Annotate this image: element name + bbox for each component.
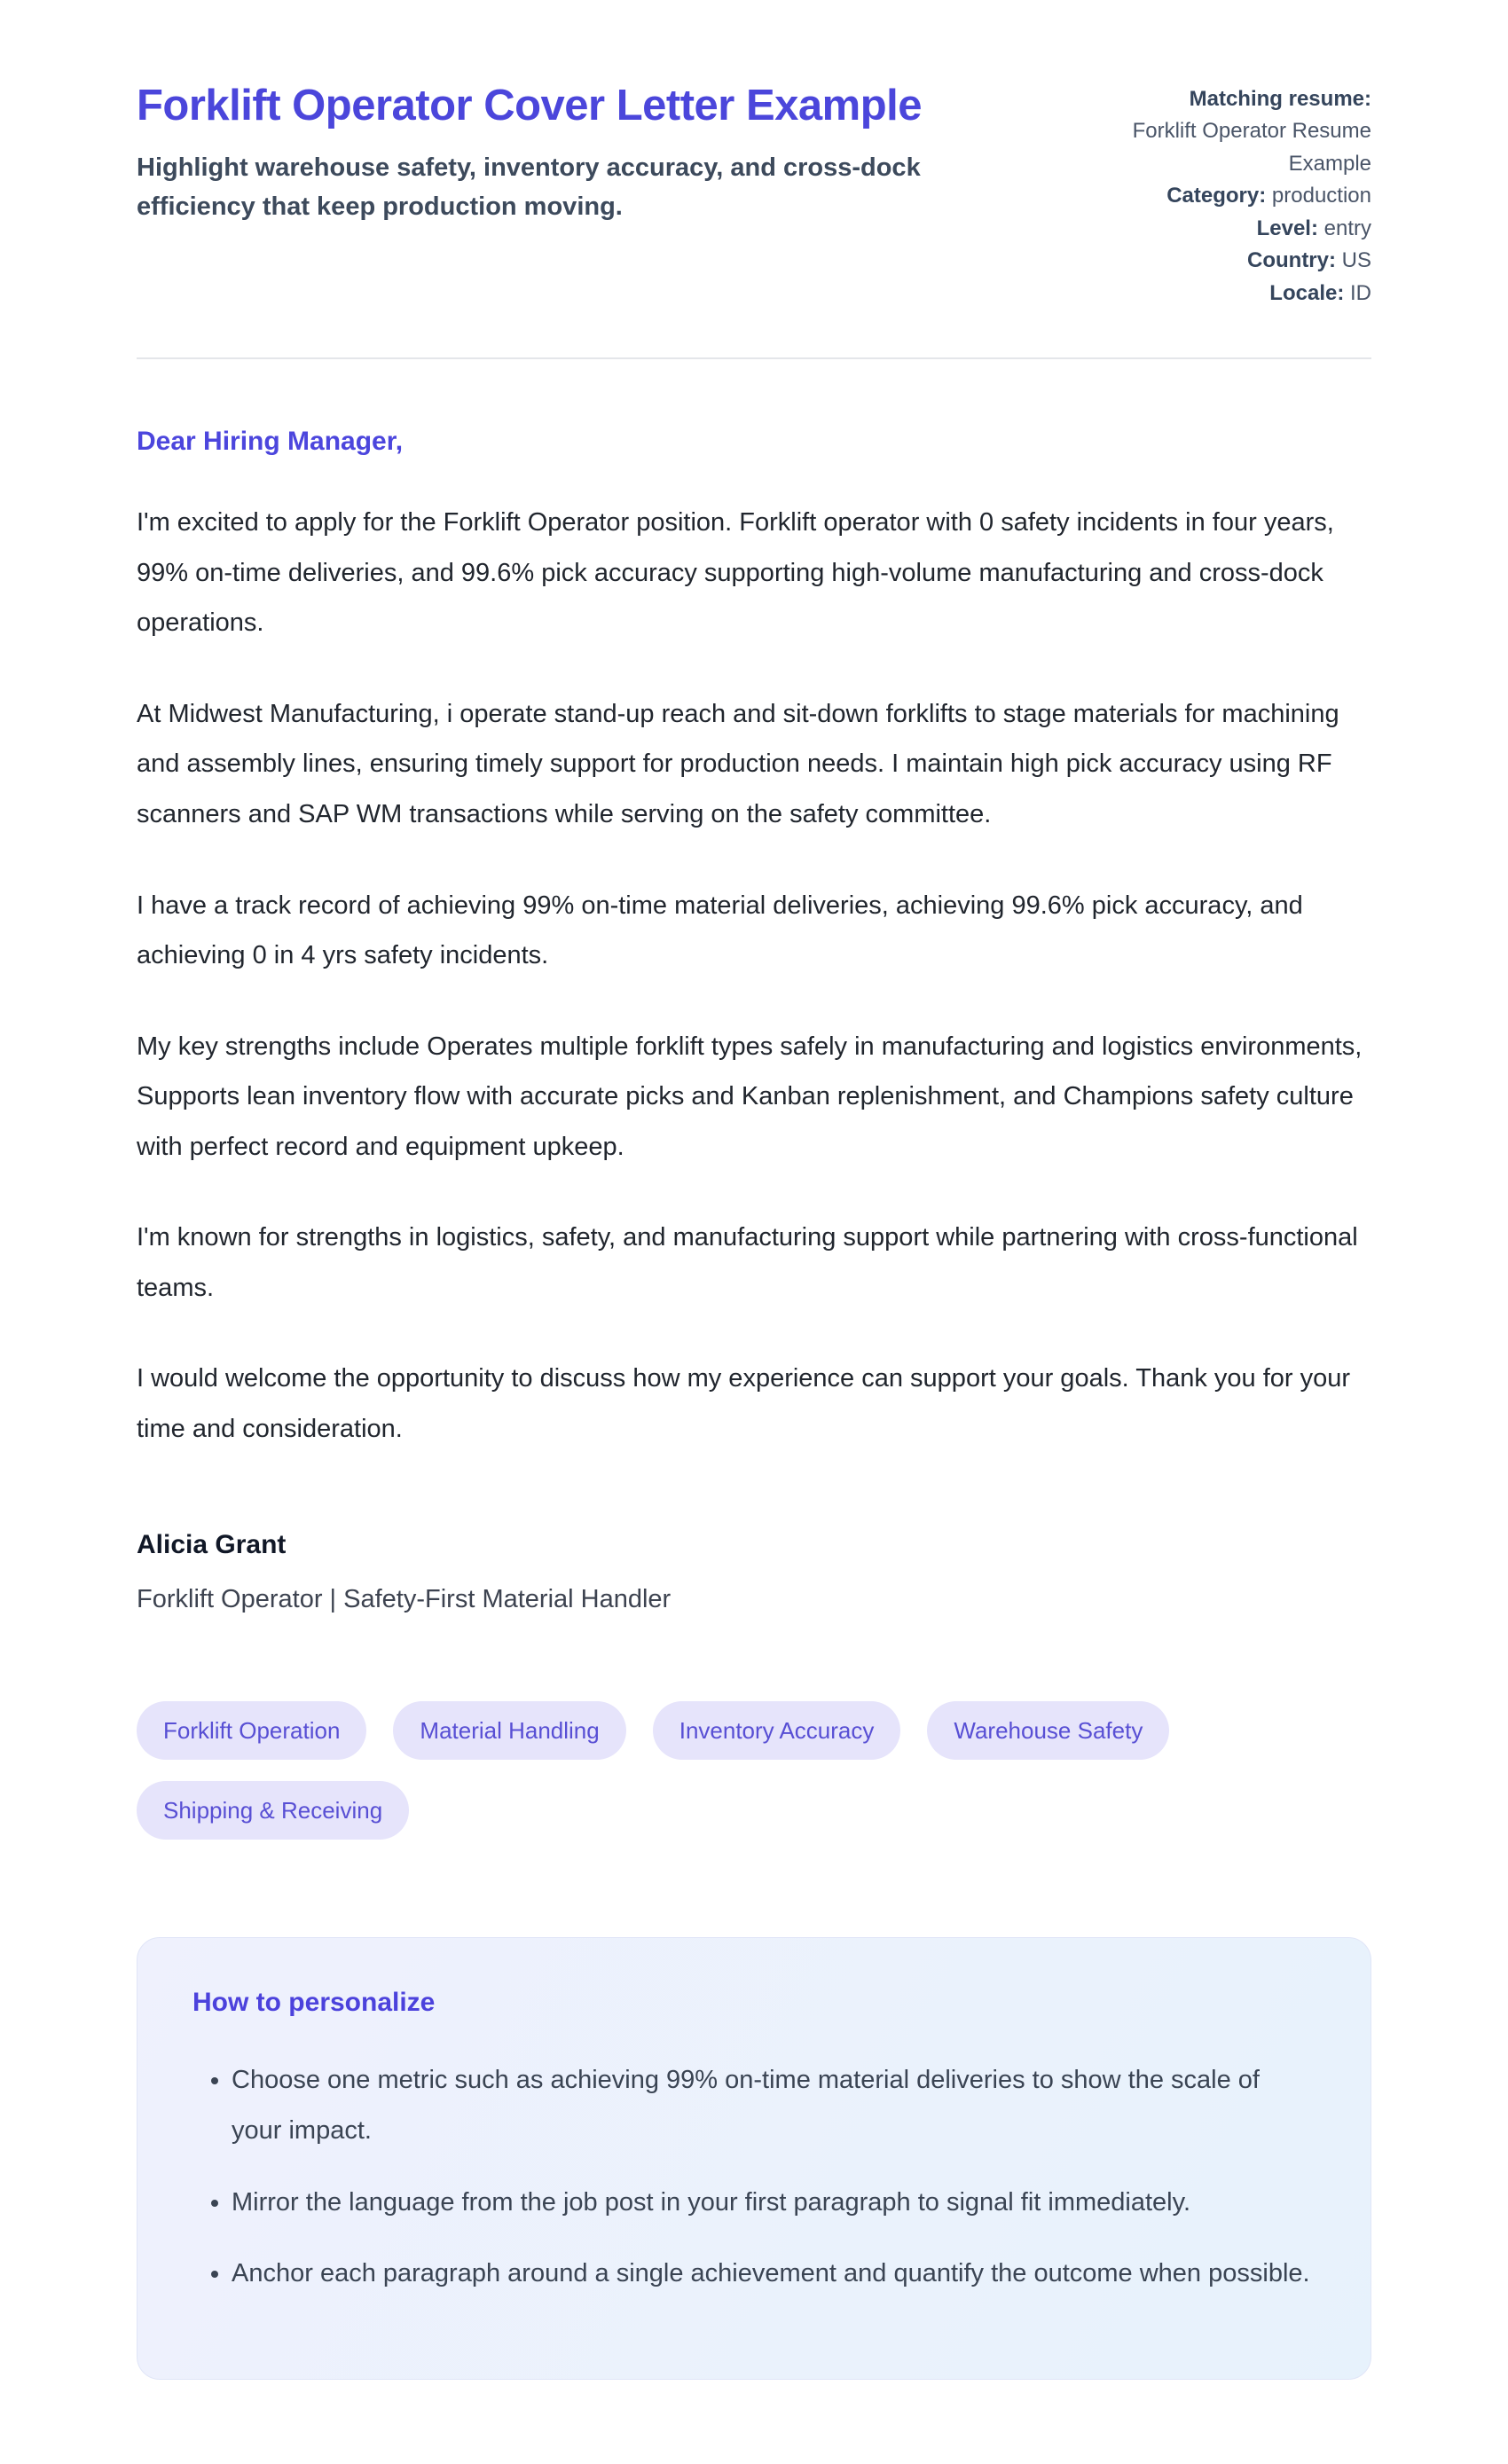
locale-line bbox=[1095, 278, 1371, 310]
personalize-bullet: • Choose one metric such as achieving 99% on-time material deliveries to show the scale of your impact. bbox=[232, 2055, 1316, 2155]
letter-paragraph: I'm known for strengths in logistics, safety, and manufacturing support while partnering with cross-functional teams. bbox=[137, 1223, 1358, 1302]
category-line bbox=[1095, 180, 1371, 212]
locale-value: ID bbox=[1350, 280, 1371, 305]
cover-letter-body bbox=[137, 427, 1371, 1614]
letter-paragraph: My key strengths include Operates multiple forklift types safely in manufacturing and logistics environments, Supports lean inventory flow with accurate picks and Kanban replenishment, and Champions safety culture with perfect record and equipment upkeep. bbox=[137, 1032, 1363, 1161]
tag-material-handling[interactable]: Material Handling bbox=[393, 1701, 625, 1760]
tag-inventory-accuracy[interactable]: Inventory Accuracy bbox=[653, 1701, 901, 1760]
locale-label: Locale: bbox=[1269, 280, 1345, 305]
page-title: Forklift Operator Cover Letter Example bbox=[137, 82, 923, 129]
page-header bbox=[137, 76, 1371, 310]
matching-resume-value: Forklift Operator Resume Example bbox=[1132, 119, 1371, 176]
header-divider bbox=[137, 357, 1371, 359]
level-label: Level: bbox=[1256, 216, 1318, 240]
letter-paragraph: I would welcome the opportunity to discuss how my experience can support your goals. Thank you for your time and consideration. bbox=[137, 1364, 1351, 1443]
letter-paragraph: At Midwest Manufacturing, i operate stand-up reach and sit-down forklifts to stage materials for machining and assembly lines, ensuring timely support for production needs. I maintain high pick accuracy using RF scanners and SAP WM transactions while serving on the safety committee. bbox=[137, 699, 1339, 829]
personalize-heading: How to personalize bbox=[192, 1988, 436, 2018]
personalize-bullet: • Mirror the language from the job post in your first paragraph to signal fit immediately. bbox=[232, 2178, 1316, 2228]
tag-shipping-receiving[interactable]: Shipping & Receiving bbox=[137, 1781, 409, 1840]
level-line bbox=[1095, 213, 1371, 245]
level-value: entry bbox=[1323, 216, 1371, 240]
page-subtitle: Highlight warehouse safety, inventory accuracy, and cross-dock efficiency that keep production moving. bbox=[137, 153, 921, 221]
country-value: US bbox=[1341, 248, 1371, 273]
resume-meta-block bbox=[1095, 76, 1371, 310]
category-label: Category: bbox=[1166, 184, 1267, 208]
page-container bbox=[137, 0, 1371, 2380]
personalize-tips-box bbox=[137, 1937, 1371, 2379]
category-value: production bbox=[1271, 184, 1371, 208]
skill-tags bbox=[137, 1701, 1371, 1840]
signature-role: Forklift Operator | Safety-First Material Handler bbox=[137, 1585, 672, 1614]
country-label: Country: bbox=[1247, 248, 1336, 273]
letter-greeting: Dear Hiring Manager, bbox=[137, 427, 404, 457]
matching-resume-line bbox=[1095, 83, 1371, 180]
personalize-bullet: • Anchor each paragraph around a single achievement and quantify the outcome when possible. bbox=[232, 2248, 1316, 2299]
country-line bbox=[1095, 245, 1371, 277]
header-title-block bbox=[137, 76, 979, 226]
tag-forklift-operation[interactable]: Forklift Operation bbox=[137, 1701, 366, 1760]
tag-warehouse-safety[interactable]: Warehouse Safety bbox=[927, 1701, 1169, 1760]
signature-name: Alicia Grant bbox=[137, 1530, 287, 1560]
letter-paragraph: I'm excited to apply for the Forklift Operator position. Forklift operator with 0 safety incidents in four years, 99% on-time deliveries, and 99.6% pick accuracy supporting high-volume manufacturing and cross-dock operations. bbox=[137, 508, 1334, 638]
personalize-list bbox=[192, 2055, 1316, 2298]
matching-resume-label: Matching resume: bbox=[1189, 87, 1371, 111]
letter-paragraph: I have a track record of achieving 99% on-time material deliveries, achieving 99.6% pick accuracy, and achieving 0 in 4 yrs safety incidents. bbox=[137, 891, 1303, 970]
